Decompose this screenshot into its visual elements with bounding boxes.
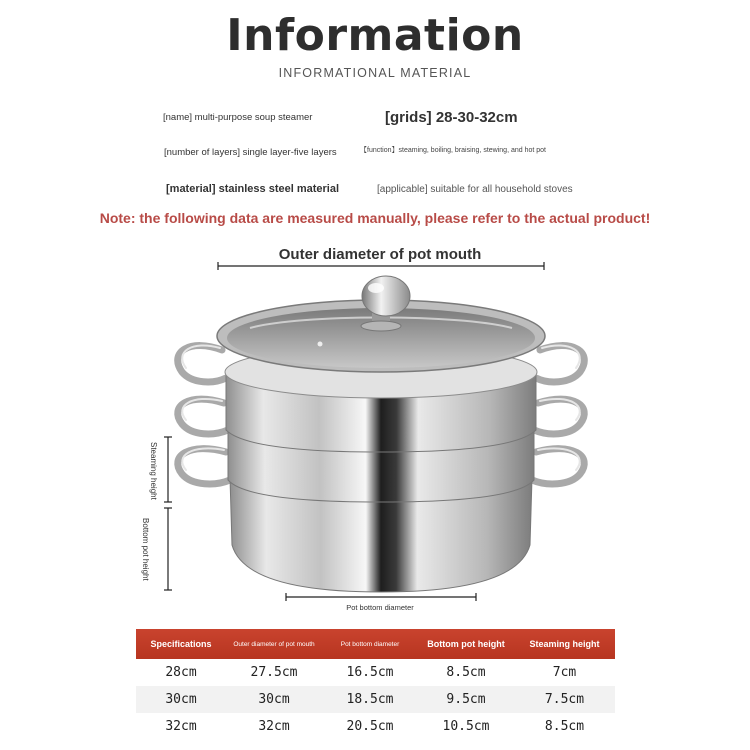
info-function: 【function】steaming, boiling, braising, stewing, and hot pot [360,147,546,154]
table-row [136,686,615,713]
table-cell: 27.5cm [226,659,322,686]
info-name: [name] multi-purpose soup steamer [163,112,313,123]
info-layers: [number of layers] single layer-five layers [164,147,337,158]
table-row [136,713,615,740]
outer-diameter-line [218,262,544,270]
pot-bottom-diameter-line [286,593,476,601]
table-cell: 20.5cm [322,713,418,740]
page-title: Information [226,10,524,61]
table-cell: 32cm [136,713,226,740]
table-cell: 7.5cm [514,686,615,713]
header-bottom-pot-height: Bottom pot height [418,629,514,659]
steaming-height-label: Steaming height [149,442,158,500]
table-cell: 9.5cm [418,686,514,713]
pot-bottom-diameter-label: Pot bottom diameter [346,603,414,612]
outer-diameter-label: Outer diameter of pot mouth [278,246,482,263]
info-applicable: [applicable] suitable for all household stoves [377,184,573,195]
header-bottom-diameter: Pot bottom diameter [322,629,418,659]
table-row [136,659,615,686]
table-cell: 16.5cm [322,659,418,686]
table-cell: 8.5cm [418,659,514,686]
table-cell: 8.5cm [514,713,615,740]
table-cell: 32cm [226,713,322,740]
header-specifications: Specifications [136,629,226,659]
table-cell: 28cm [136,659,226,686]
table-cell: 18.5cm [322,686,418,713]
steaming-height-line [164,437,172,502]
measurement-note: Note: the following data are measured manually, please refer to the actual product! [99,210,651,226]
bottom-pot-height-line [164,508,172,590]
info-material: [material] stainless steel material [166,183,340,195]
table-cell: 30cm [226,686,322,713]
page-subtitle: INFORMATIONAL MATERIAL [278,66,472,80]
table-header-row [136,629,615,659]
table-cell: 10.5cm [418,713,514,740]
header-steaming-height: Steaming height [514,629,615,659]
table-cell: 30cm [136,686,226,713]
bottom-pot-height-label: Bottom pot height [141,517,150,581]
info-grids: [grids] 28-30-32cm [385,109,518,126]
header-outer-diameter: Outer diameter of pot mouth [226,629,322,659]
table-cell: 7cm [514,659,615,686]
specifications-table [136,629,615,740]
